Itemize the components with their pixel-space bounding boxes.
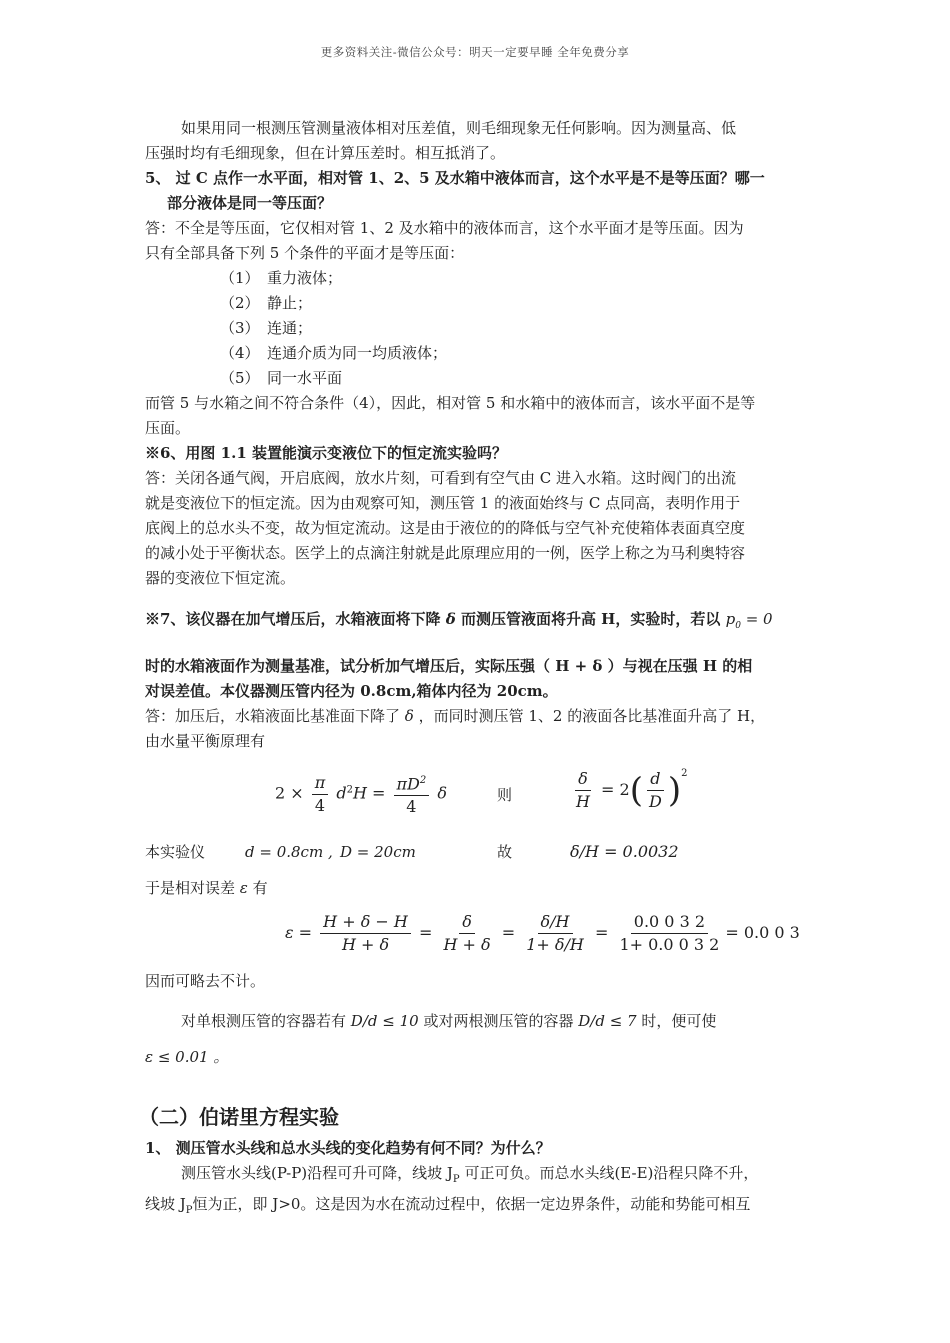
answer-line: 线坡 $J_P$恒为正，即 J>0。这是因为水在流动过程中，依据一定边界条件，动能和势能可相互 [145,1195,751,1216]
given-values: 本实验仪 d = 0.8cm , D = 20cm 故 δ/H = 0.0032 [145,842,679,861]
list-item: （2） 静止； [220,294,313,312]
section-question-1: 1、 测压管水头线和总水头线的变化趋势有何不同？为什么？ [145,1139,551,1157]
list-item: （1） 重力液体； [220,269,343,287]
answer-line: 器的变液位下恒定流。 [145,569,296,587]
formula-water-balance: 2 × $\frac{\pi}{4}$ $d^2H$ = $\frac{\pi D^2}{4}$ δ 则 $\frac{\delta}{H}$ = 2( $\frac{d}{D}$ )$^2$ [275,768,688,817]
list-item: （4） 连通介质为同一均质液体； [220,344,448,362]
list-item: （3） 连通； [220,319,313,337]
question-6: ※6、用图 1.1 装置能演示变液位下的恒定流实验吗？ [145,444,507,462]
paragraph-line: 如果用同一根测压管测量液体相对压差值，则毛细现象无任何影响。因为测量高、低 [181,119,737,137]
question-7-cont: 对误差值。本仪器测压管内径为 0.8cm,箱体内径为 20cm。 [145,682,558,700]
answer-line: 答：加压后，水箱液面比基准面下降了 δ ，而同时测压管 1、2 的液面各比基准面升高了 H， [145,707,766,725]
answer-line: 由水量平衡原理有 [145,732,266,750]
answer-line: 测压管水头线(P-P)沿程可升可降，线坡 $J_P$ 可正可负。而总水头线(E-E)沿程只降不升， [181,1164,759,1185]
section-title: （二）伯诺里方程实验 [139,1105,339,1129]
answer-line: 就是变液位下的恒定流。因为由观察可知，测压管 1 的液面始终与 C 点同高，表明作用于 [145,494,741,512]
paragraph-line: 压强时均有毛细现象，但在计算压差时。相互抵消了。 [145,144,506,162]
answer-line: 答：不全是等压面，它仅相对管 1、2 及水箱中的液体而言，这个水平面才是等压面。因为 [145,219,744,237]
answer-line: 压面。 [145,419,191,437]
question-5-cont: 部分液体是同一等压面？ [167,194,333,212]
answer-line: 答：关闭各通气阀，开启底阀，放水片刻，可看到有空气由 C 进入水箱。这时阀门的出流 [145,469,737,487]
list-item: （5） 同一水平面 [220,369,343,387]
formula-relative-error: ε = $\frac{H + \delta - H}{H + \delta}$ = $\frac{\delta}{H + \delta}$ = $\frac{\delta/H}{1+ \delta/H}$ = $\frac{0.0 0 3 2}{1+ 0.0 0 3 2}$ = 0.0 0 3 [285,912,800,954]
answer-line: 只有全部具备下列 5 个条件的平面才是等压面： [145,244,465,262]
answer-line: 的减小处于平衡状态。医学上的点滴注射就是此原理应用的一例，医学上称之为马利奥特容 [145,544,746,562]
question-5: 5、 过 C 点作一水平面，相对管 1、2、5 及水箱中液体而言，这个水平是不是等压面？哪一 [145,169,765,187]
then-label: 则 [497,786,513,804]
question-7: ※7、该仪器在加气增压后，水箱液面将下降 δ 而测压管液面将升高 H，实验时，若以 $p_0 = 0$ [145,610,773,631]
document-body [139,116,810,1223]
page-header: 更多资料关注-微信公众号：明天一定要早睡 全年免费分享 [320,45,630,59]
answer-line: 底阀上的总水头不变，故为恒定流动。这是由于液位的的降低与空气补充使箱体表面真空度 [145,519,746,537]
answer-line: 对单根测压管的容器若有 D/d ≤ 10 或对两根测压管的容器 D/d ≤ 7 时，便可使 [181,1012,717,1030]
answer-line: ε ≤ 0.01 。 [145,1048,229,1066]
answer-line: 而管 5 与水箱之间不符合条件（4），因此，相对管 5 和水箱中的液体而言，该水平面不是等 [145,394,756,412]
answer-line: 因而可略去不计。 [145,972,266,990]
answer-line: 于是相对误差 ε 有 [145,879,268,897]
question-7-cont: 时的水箱液面作为测量基准，试分析加气增压后，实际压强（ H + δ ）与视在压强 H 的相 [145,657,753,675]
